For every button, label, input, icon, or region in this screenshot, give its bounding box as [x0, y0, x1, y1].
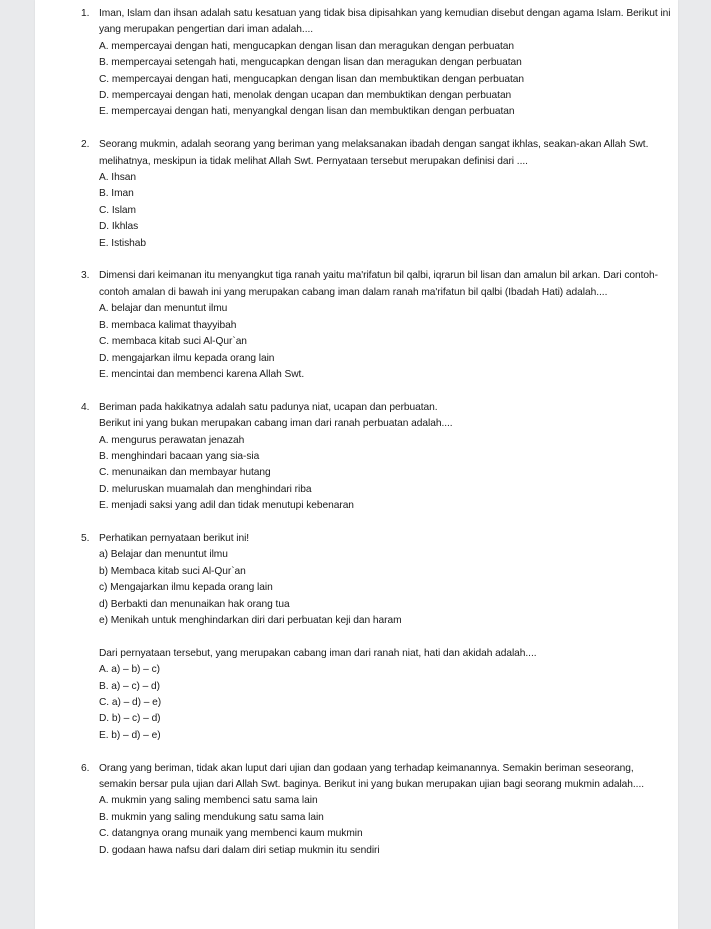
- option-c: C. Islam: [99, 204, 136, 216]
- option-list: [99, 170, 671, 252]
- option-c: C. mempercayai dengan hati, mengucapkan dengan lisan dan membuktikan dengan perbuatan: [99, 73, 525, 85]
- question-number: 1.: [81, 8, 90, 19]
- option-c: C. a) – d) – e): [99, 696, 162, 708]
- option-list: [99, 301, 671, 383]
- option-a: A. mengurus perawatan jenazah: [99, 434, 245, 446]
- question-5: [81, 531, 671, 744]
- option-b: B. menghindari bacaan yang sia-sia: [99, 450, 260, 462]
- option-a: A. belajar dan menuntut ilmu: [99, 303, 228, 315]
- option-c: C. menunaikan dan membayar hutang: [99, 467, 271, 479]
- option-d: D. mempercayai dengan hati, menolak dengan ucapan dan membuktikan dengan perbuatan: [99, 90, 512, 102]
- option-d: D. godaan hawa nafsu dari dalam diri setiap mukmin itu sendiri: [99, 844, 380, 856]
- option-e: E. menjadi saksi yang adil dan tidak menutupi kebenaran: [99, 500, 354, 512]
- statement-list: [99, 547, 671, 629]
- question-6: [81, 761, 671, 859]
- question-number: 6.: [81, 762, 90, 774]
- statement-b: b) Membaca kitab suci Al-Qur`an: [99, 565, 246, 577]
- question-stem-continued: Berikut ini yang bukan merupakan cabang iman dari ranah perbuatan adalah....: [99, 418, 453, 430]
- spacer: [99, 629, 671, 645]
- option-c: C. membaca kitab suci Al-Qur`an: [99, 336, 247, 348]
- question-stem: Iman, Islam dan ihsan adalah satu kesatuan yang tidak bisa dipisahkan yang kemudian disebut dengan agama Islam. Berikut ini yang merupakan pengertian dari iman adalah....: [99, 8, 671, 36]
- question-stem: Beriman pada hakikatnya adalah satu padunya niat, ucapan dan perbuatan.: [99, 401, 438, 413]
- option-c: C. datangnya orang munaik yang membenci kaum mukmin: [99, 828, 363, 840]
- question-number: 5.: [81, 532, 90, 544]
- question-number: 4.: [81, 401, 90, 413]
- option-b: B. mempercayai setengah hati, mengucapkan dengan lisan dan meragukan dengan perbuatan: [99, 57, 522, 69]
- statement-c: c) Mengajarkan ilmu kepada orang lain: [99, 582, 273, 594]
- question-number: 2.: [81, 139, 90, 151]
- option-e: E. b) – d) – e): [99, 729, 161, 741]
- option-d: D. b) – c) – d): [99, 713, 161, 725]
- statement-d: d) Berbakti dan menunaikan hak orang tua: [99, 598, 290, 610]
- option-d: D. Ikhlas: [99, 221, 139, 233]
- question-stem: Perhatikan pernyataan berikut ini!: [99, 532, 250, 544]
- option-list: [99, 39, 671, 121]
- question-stem: Orang yang beriman, tidak akan luput dari ujian dan godaan yang terhadap keimanannya. Semakin beriman seseorang, semakin bersar pula ujian dari Allah Swt. baginya. Berikut ini yang bukan merupakan ujian bagi seorang mukmin adalah....: [99, 762, 645, 790]
- option-a: A. Ihsan: [99, 172, 136, 184]
- question-4: [81, 400, 671, 515]
- option-b: B. Iman: [99, 188, 134, 200]
- question-3: [81, 268, 671, 383]
- option-a: A. mukmin yang saling membenci satu sama lain: [99, 795, 318, 807]
- option-list: [99, 433, 671, 515]
- option-d: D. meluruskan muamalah dan menghindari riba: [99, 483, 312, 495]
- question-number: 3.: [81, 270, 90, 282]
- option-e: E. mempercayai dengan hati, menyangkal dengan lisan dan membuktikan dengan perbuatan: [99, 106, 515, 118]
- statement-e: e) Menikah untuk menghindarkan diri dari perbuatan keji dan haram: [99, 614, 402, 626]
- option-e: E. mencintai dan membenci karena Allah Swt.: [99, 368, 305, 380]
- question-stem: Dimensi dari keimanan itu menyangkut tiga ranah yaitu ma'rifatun bil qalbi, iqrarun bil lisan dan amalun bil arkan. Dari contoh-contoh amalan di bawah ini yang merupakan cabang iman dalam ranah ma'rifatun bil qalbi (Ibadah Hati) adalah....: [99, 270, 658, 298]
- option-list: [99, 662, 671, 744]
- option-e: E. Istishab: [99, 237, 147, 249]
- option-b: B. membaca kalimat thayyibah: [99, 319, 237, 331]
- option-b: B. mukmin yang saling mendukung satu sama lain: [99, 811, 324, 823]
- option-a: A. a) – b) – c): [99, 664, 160, 676]
- question-1: [81, 6, 671, 121]
- option-b: B. a) – c) – d): [99, 680, 160, 692]
- question-prompt: Dari pernyataan tersebut, yang merupakan cabang iman dari ranah niat, hati dan akidah adalah....: [99, 647, 537, 659]
- question-2: [81, 137, 671, 252]
- option-d: D. mengajarkan ilmu kepada orang lain: [99, 352, 275, 364]
- option-list: [99, 793, 671, 859]
- statement-a: a) Belajar dan menuntut ilmu: [99, 549, 228, 561]
- document-page: [35, 0, 678, 929]
- option-a: A. mempercayai dengan hati, mengucapkan dengan lisan dan meragukan dengan perbuatan: [99, 40, 514, 52]
- question-list: [81, 6, 671, 875]
- question-stem: Seorang mukmin, adalah seorang yang beriman yang melaksanakan ibadah dengan sangat ikhlas, seakan-akan Allah Swt. melihatnya, meskipun ia tidak melihat Allah Swt. Pernyataan tersebut merupakan definisi dari ....: [99, 139, 649, 167]
